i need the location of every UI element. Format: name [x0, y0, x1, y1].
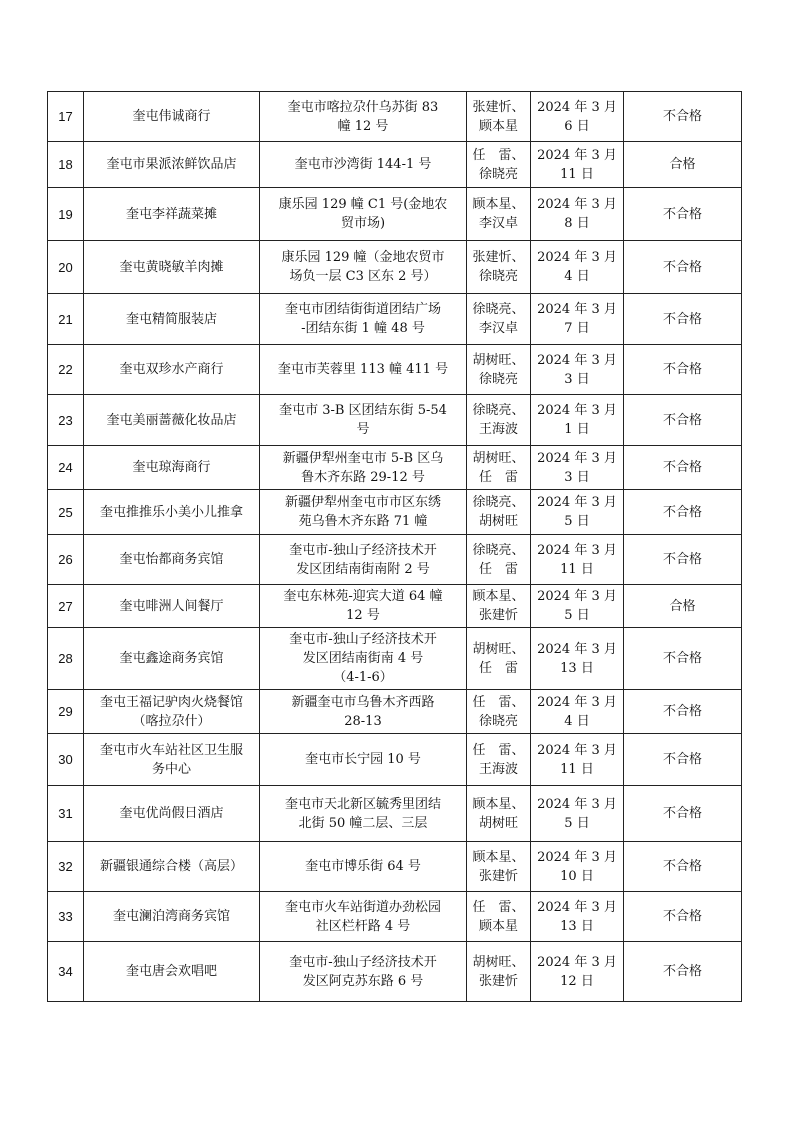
business-name-cell: 奎屯市果派浓鲜饮品店: [84, 142, 260, 188]
inspectors-cell: 顾本星、 胡树旺: [467, 786, 531, 842]
table-row: [48, 188, 742, 241]
inspection-result-cell: 不合格: [624, 786, 742, 842]
inspectors-cell: 张建忻、 顾本星: [467, 92, 531, 142]
inspection-date-cell: 2024 年 3 月 5 日: [531, 585, 624, 628]
business-name-cell: 奎屯美丽蔷薇化妆品店: [84, 395, 260, 446]
business-address-cell: 奎屯市火车站街道办劲松园 社区栏杆路 4 号: [260, 892, 467, 942]
inspectors-cell: 任 雷、 顾本星: [467, 892, 531, 942]
inspection-result-cell: 不合格: [624, 345, 742, 395]
inspection-date-cell: 2024 年 3 月 13 日: [531, 892, 624, 942]
table-row: [48, 294, 742, 345]
inspection-result-cell: 不合格: [624, 734, 742, 786]
row-number-cell: 24: [48, 446, 84, 490]
inspection-date-cell: 2024 年 3 月 4 日: [531, 690, 624, 734]
table-row: [48, 535, 742, 585]
table-row: [48, 734, 742, 786]
row-number-cell: 17: [48, 92, 84, 142]
inspection-result-cell: 不合格: [624, 294, 742, 345]
inspection-result-cell: 不合格: [624, 395, 742, 446]
row-number-cell: 19: [48, 188, 84, 241]
inspection-date-cell: 2024 年 3 月 7 日: [531, 294, 624, 345]
business-name-cell: 奎屯双珍水产商行: [84, 345, 260, 395]
table-row: [48, 142, 742, 188]
inspection-date-cell: 2024 年 3 月 5 日: [531, 786, 624, 842]
inspection-result-cell: 合格: [624, 585, 742, 628]
table-row: [48, 490, 742, 535]
row-number-cell: 31: [48, 786, 84, 842]
inspection-date-cell: 2024 年 3 月 4 日: [531, 241, 624, 294]
business-address-cell: 奎屯市喀拉尕什乌苏街 83 幢 12 号: [260, 92, 467, 142]
inspection-date-cell: 2024 年 3 月 11 日: [531, 535, 624, 585]
business-address-cell: 奎屯市天北新区毓秀里团结 北街 50 幢二层、三层: [260, 786, 467, 842]
business-name-cell: 奎屯伟诚商行: [84, 92, 260, 142]
inspectors-cell: 顾本星、 张建忻: [467, 585, 531, 628]
row-number-cell: 22: [48, 345, 84, 395]
business-address-cell: 奎屯东林苑-迎宾大道 64 幢 12 号: [260, 585, 467, 628]
inspection-result-cell: 不合格: [624, 892, 742, 942]
inspection-date-cell: 2024 年 3 月 12 日: [531, 942, 624, 1002]
inspectors-cell: 张建忻、 徐晓亮: [467, 241, 531, 294]
inspectors-cell: 徐晓亮、 王海波: [467, 395, 531, 446]
business-address-cell: 奎屯市-独山子经济技术开 发区团结南街南 4 号 （4-1-6）: [260, 628, 467, 690]
row-number-cell: 26: [48, 535, 84, 585]
inspection-date-cell: 2024 年 3 月 11 日: [531, 142, 624, 188]
row-number-cell: 25: [48, 490, 84, 535]
business-name-cell: 奎屯啡洲人间餐厅: [84, 585, 260, 628]
inspection-date-cell: 2024 年 3 月 5 日: [531, 490, 624, 535]
table-row: [48, 585, 742, 628]
table-row: [48, 690, 742, 734]
row-number-cell: 30: [48, 734, 84, 786]
row-number-cell: 23: [48, 395, 84, 446]
business-address-cell: 奎屯市团结街街道团结广场 -团结东街 1 幢 48 号: [260, 294, 467, 345]
row-number-cell: 28: [48, 628, 84, 690]
row-number-cell: 32: [48, 842, 84, 892]
business-address-cell: 新疆伊犁州奎屯市 5-B 区乌 鲁木齐东路 29-12 号: [260, 446, 467, 490]
business-address-cell: 奎屯市博乐街 64 号: [260, 842, 467, 892]
inspectors-cell: 胡树旺、 任 雷: [467, 446, 531, 490]
inspectors-cell: 任 雷、 王海波: [467, 734, 531, 786]
table-row: [48, 395, 742, 446]
inspectors-cell: 徐晓亮、 任 雷: [467, 535, 531, 585]
business-address-cell: 康乐园 129 幢（金地农贸市 场负一层 C3 区东 2 号）: [260, 241, 467, 294]
inspection-results-table: [47, 91, 742, 1002]
inspection-result-cell: 不合格: [624, 842, 742, 892]
business-name-cell: 奎屯市火车站社区卫生服 务中心: [84, 734, 260, 786]
business-name-cell: 奎屯黄晓敏羊肉摊: [84, 241, 260, 294]
inspection-date-cell: 2024 年 3 月 8 日: [531, 188, 624, 241]
table-row: [48, 241, 742, 294]
business-name-cell: 奎屯优尚假日酒店: [84, 786, 260, 842]
inspection-result-cell: 不合格: [624, 690, 742, 734]
inspectors-cell: 任 雷、 徐晓亮: [467, 690, 531, 734]
table-row: [48, 628, 742, 690]
inspection-date-cell: 2024 年 3 月 11 日: [531, 734, 624, 786]
business-address-cell: 奎屯市沙湾街 144-1 号: [260, 142, 467, 188]
business-address-cell: 奎屯市 3-B 区团结东街 5-54 号: [260, 395, 467, 446]
inspectors-cell: 胡树旺、 张建忻: [467, 942, 531, 1002]
table-row: [48, 345, 742, 395]
row-number-cell: 27: [48, 585, 84, 628]
row-number-cell: 18: [48, 142, 84, 188]
business-address-cell: 奎屯市-独山子经济技术开 发区阿克苏东路 6 号: [260, 942, 467, 1002]
business-name-cell: 奎屯推推乐小美小儿推拿: [84, 490, 260, 535]
table-row: [48, 446, 742, 490]
business-name-cell: 奎屯琼海商行: [84, 446, 260, 490]
business-name-cell: 奎屯精简服装店: [84, 294, 260, 345]
inspection-result-cell: 不合格: [624, 490, 742, 535]
business-name-cell: 奎屯王福记驴肉火烧餐馆 （喀拉尕什）: [84, 690, 260, 734]
business-name-cell: 新疆银通综合楼（高层）: [84, 842, 260, 892]
row-number-cell: 34: [48, 942, 84, 1002]
row-number-cell: 21: [48, 294, 84, 345]
table-body: [48, 92, 742, 1002]
inspection-result-cell: 合格: [624, 142, 742, 188]
business-name-cell: 奎屯怡都商务宾馆: [84, 535, 260, 585]
inspection-date-cell: 2024 年 3 月 6 日: [531, 92, 624, 142]
business-name-cell: 奎屯李祥蔬菜摊: [84, 188, 260, 241]
inspection-date-cell: 2024 年 3 月 3 日: [531, 446, 624, 490]
row-number-cell: 20: [48, 241, 84, 294]
business-address-cell: 奎屯市-独山子经济技术开 发区团结南街南附 2 号: [260, 535, 467, 585]
inspectors-cell: 顾本星、 李汉卓: [467, 188, 531, 241]
inspection-date-cell: 2024 年 3 月 3 日: [531, 345, 624, 395]
inspection-date-cell: 2024 年 3 月 13 日: [531, 628, 624, 690]
inspection-date-cell: 2024 年 3 月 1 日: [531, 395, 624, 446]
inspection-result-cell: 不合格: [624, 942, 742, 1002]
business-name-cell: 奎屯唐会欢唱吧: [84, 942, 260, 1002]
table-row: [48, 892, 742, 942]
inspectors-cell: 顾本星、 张建忻: [467, 842, 531, 892]
inspection-result-cell: 不合格: [624, 188, 742, 241]
business-name-cell: 奎屯鑫途商务宾馆: [84, 628, 260, 690]
table-row: [48, 92, 742, 142]
business-address-cell: 奎屯市芙蓉里 113 幢 411 号: [260, 345, 467, 395]
inspection-result-cell: 不合格: [624, 446, 742, 490]
inspection-result-cell: 不合格: [624, 535, 742, 585]
inspectors-cell: 任 雷、 徐晓亮: [467, 142, 531, 188]
table-row: [48, 942, 742, 1002]
inspectors-cell: 徐晓亮、 李汉卓: [467, 294, 531, 345]
inspectors-cell: 胡树旺、 徐晓亮: [467, 345, 531, 395]
inspection-result-cell: 不合格: [624, 628, 742, 690]
table-row: [48, 842, 742, 892]
business-address-cell: 新疆伊犁州奎屯市市区东绣 苑乌鲁木齐东路 71 幢: [260, 490, 467, 535]
business-name-cell: 奎屯澜泊湾商务宾馆: [84, 892, 260, 942]
business-address-cell: 新疆奎屯市乌鲁木齐西路 28-13: [260, 690, 467, 734]
inspectors-cell: 胡树旺、 任 雷: [467, 628, 531, 690]
row-number-cell: 29: [48, 690, 84, 734]
inspection-date-cell: 2024 年 3 月 10 日: [531, 842, 624, 892]
inspectors-cell: 徐晓亮、 胡树旺: [467, 490, 531, 535]
table-row: [48, 786, 742, 842]
business-address-cell: 康乐园 129 幢 C1 号(金地农 贸市场): [260, 188, 467, 241]
business-address-cell: 奎屯市长宁园 10 号: [260, 734, 467, 786]
inspection-result-cell: 不合格: [624, 92, 742, 142]
inspection-result-cell: 不合格: [624, 241, 742, 294]
row-number-cell: 33: [48, 892, 84, 942]
